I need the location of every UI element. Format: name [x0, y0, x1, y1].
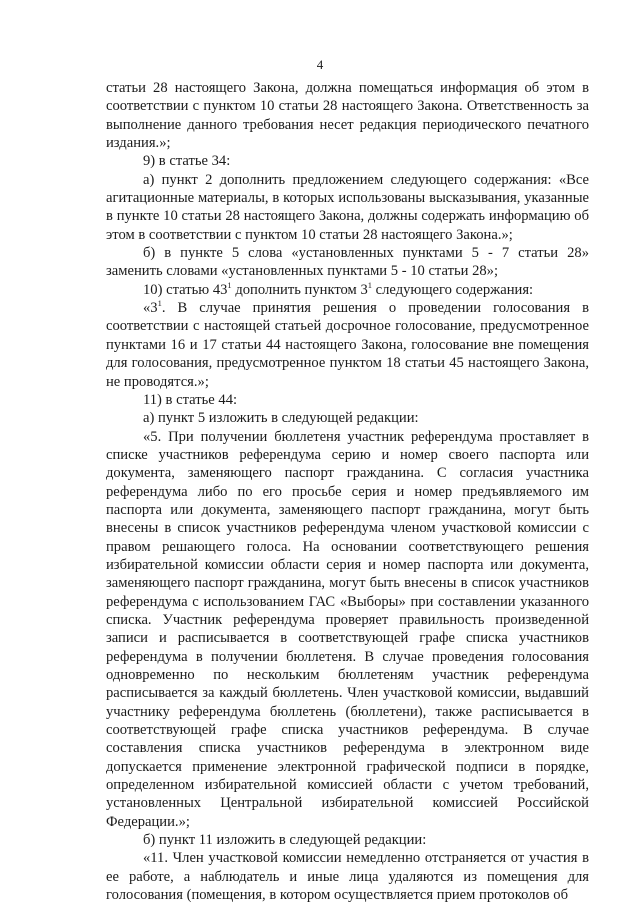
paragraph-text: следующего содержания: — [372, 281, 534, 298]
page-number: 4 — [316, 57, 324, 72]
paragraph — [106, 281, 589, 299]
superscript-index: 1 — [157, 298, 162, 309]
paragraph-text: «3 — [143, 300, 158, 317]
paragraph: «11. Член участковой комиссии немедленно отстраняется от участия в ее работе, а наблюдатель и иные лица удаляются из помещения для голосования (помещения, в котором осуществляется прием протоколов об — [106, 850, 589, 904]
superscript-index: 1 — [227, 279, 232, 290]
paragraph: а) пункт 5 изложить в следующей редакции: — [143, 410, 419, 427]
paragraph: 9) в статье 34: — [143, 153, 231, 170]
paragraph-text: 10) статью 43 — [143, 281, 228, 298]
paragraph: б) пункт 11 изложить в следующей редакции: — [143, 832, 427, 849]
paragraph: 11) в статье 44: — [143, 391, 238, 408]
paragraph: б) в пункте 5 слова «установленных пунктами 5 - 7 статьи 28» заменить словами «установленных пунктами 5 - 10 статьи 28»; — [106, 245, 589, 280]
paragraph-text: дополнить пунктом 3 — [231, 281, 368, 298]
superscript-index: 1 — [367, 279, 372, 290]
paragraph-text: . В случае принятия решения о проведении голосования в соответствии с настоящей статьей досрочное голосование, предусмотренное пунктами 16 и 17 статьи 44 настоящего Закона, голосование вне помещения для голосования, предусмотренное пунктом 18 статьи 45 настоящего Закона, не проводятся.»; — [106, 300, 589, 390]
paragraph: статьи 28 настоящего Закона, должна помещаться информация об этом в соответствии с пунктом 10 статьи 28 настоящего Закона. Ответственность за выполнение данного требования несет редакция периодического печатного издания.»; — [106, 80, 589, 152]
paragraph: а) пункт 2 дополнить предложением следующего содержания: «Все агитационные материалы, в которых использованы высказывания, указанные в пункте 10 статьи 28 настоящего Закона, должны содержать информацию об этом в соответствии с пунктом 10 статьи 28 настоящего Закона.»; — [106, 171, 589, 243]
paragraph: «5. При получении бюллетеня участник референдума проставляет в списке участников референдума серию и номер своего паспорта или документа, заменяющего паспорт гражданина. С согласия участника референдума либо по его просьбе серия и номер предъявляемого им паспорта или документа, заменяющего паспорт гражданина, могут быть внесены в список участников референдума членом участковой комиссии с правом решающего голоса. На основании соответствующего решения избирательной комиссии области серия и номер паспорта или документа, заменяющего паспорт гражданина, могут быть внесены в список участников референдума с использованием ГАС «Выборы» при составлении указанного списка. Участник референдума проверяет правильность произведенной записи и расписывается в соответствующей графе списка участников референдума в получении бюллетеня. В случае проведения голосования одновременно по нескольким бюллетеням участник референдума расписывается за каждый бюллетень. Член участковой комиссии, выдавший участнику референдума бюллетень (бюллетени), также расписывается в соответствующей графе списка участников референдума. В случае составления списка участников референдума в электронном виде допускается применение электронной графической подписи в порядке, определенном избирательной комиссией области с учетом требований, установленных Центральной избирательной комиссией Российской Федерации.»; — [106, 428, 589, 830]
document-body — [106, 79, 589, 904]
paragraph — [106, 299, 589, 391]
